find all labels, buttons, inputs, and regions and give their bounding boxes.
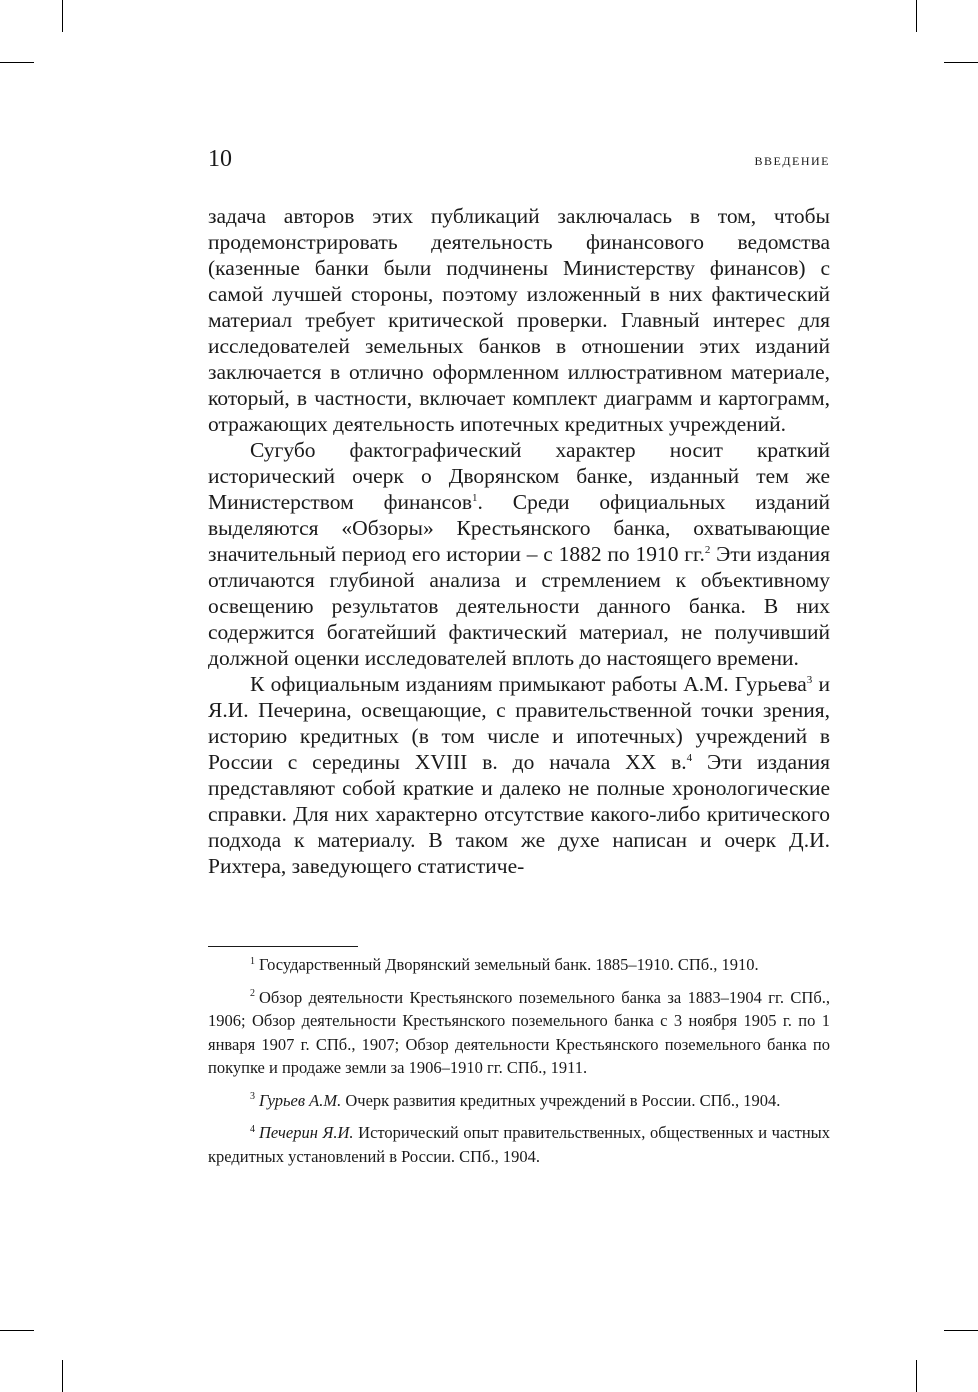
- footnote: [208, 1089, 830, 1113]
- paragraph-text: Эти издания представляют собой краткие и далеко не полные хронологические справки. Для них характерно отсутствие какого-либо критического подхода к материалу. В таком же духе написан и очерк Д.И. Рихтера, заведующего статистиче-: [208, 750, 830, 878]
- footnote-text: Государственный Дворянский земельный банк. 1885–1910. СПб., 1910.: [259, 955, 759, 974]
- paragraph-text: К официальным изданиям примыкают работы А.М. Гурьева: [250, 672, 807, 696]
- crop-mark: [0, 62, 34, 63]
- crop-mark: [62, 1360, 63, 1392]
- footnote: [208, 1121, 830, 1168]
- running-head: ВВЕДЕНИЕ: [754, 154, 830, 168]
- crop-mark: [944, 1330, 978, 1331]
- page-number: 10: [208, 146, 232, 172]
- footnote-ref[interactable]: 4: [686, 751, 693, 764]
- crop-mark: [0, 1330, 34, 1331]
- footnote-mark: 4: [250, 1123, 255, 1135]
- footnote-author: Печерин Я.И.: [259, 1123, 354, 1142]
- footnote-ref[interactable]: 1: [472, 491, 478, 504]
- paragraph-text: и Я.И. Печерина, освещающие, с правительственной точки зрения, историю кредитных (в том числе и ипотечных) учреждений в России с середины XVIII в. до начала XX в.: [208, 672, 830, 774]
- footnote-separator: [208, 946, 358, 947]
- footnote-author: Гурьев А.М.: [259, 1090, 342, 1110]
- footnote-text: Обзор деятельности Крестьянского поземельного банка за 1883–1904 гг. СПб., 1906; Обзор деятельности Крестьянского поземельного банка с 3 ноября 1905 г. по 1 января 1907 г. СПб., 1907; Обзор деятельности Крестьянского поземельного банка по покупке и продаже земли за 1906–1910 гг. СПб., 1911.: [208, 987, 830, 1077]
- paragraph: [208, 671, 830, 879]
- crop-mark: [62, 0, 63, 32]
- crop-mark: [916, 0, 917, 32]
- footnote-text: Очерк развития кредитных учреждений в России. СПб., 1904.: [341, 1090, 781, 1110]
- crop-mark: [944, 62, 978, 63]
- footnote-ref[interactable]: 2: [704, 543, 711, 556]
- footnote-mark: 2: [250, 988, 255, 999]
- footnotes: [208, 953, 830, 1177]
- footnote-ref[interactable]: 3: [806, 673, 813, 686]
- footnote-mark: 3: [250, 1091, 255, 1102]
- paragraph: [208, 437, 830, 671]
- page-header: [208, 146, 830, 176]
- footnote: [208, 986, 830, 1080]
- paragraph-text: Сугубо фактографический характер носит краткий исторический очерк о Дворянском банке, изданный тем же Министерством финансов: [208, 438, 830, 514]
- paragraph-text: Эти издания отличаются глубиной анализа и стремлением к объективному освещению результатов деятельности данного банка. В них содержится богатейший фактический материал, не получивший должной оценки исследователей вплоть до настоящего времени.: [208, 542, 831, 670]
- paragraph-text: . Среди официальных изданий выделяются «Обзоры» Крестьянского банка, охватывающие значительный период его истории – с 1882 по 1910 гг.: [208, 490, 830, 566]
- crop-mark: [916, 1360, 917, 1392]
- footnote-mark: 1: [250, 955, 255, 967]
- paragraph-text: задача авторов этих публикаций заключалась в том, чтобы продемонстрировать деятельность финансового ведомства (казенные банки были подчинены Министерству финансов) с самой лучшей стороны, поэтому изложенный в них фактический материал требует критической проверки. Главный интерес для исследователей земельных банков в отношении этих изданий заключается в отлично оформленном иллюстративном материале, который, в частности, включает комплект диаграмм и картограмм, отражающих деятельность ипотечных кредитных учреждений.: [208, 204, 830, 436]
- body-text: [208, 203, 830, 879]
- footnote: [208, 953, 830, 977]
- footnote-text: Исторический опыт правительственных, общественных и частных кредитных установлений в России. СПб., 1904.: [208, 1123, 830, 1166]
- paragraph: [208, 203, 830, 437]
